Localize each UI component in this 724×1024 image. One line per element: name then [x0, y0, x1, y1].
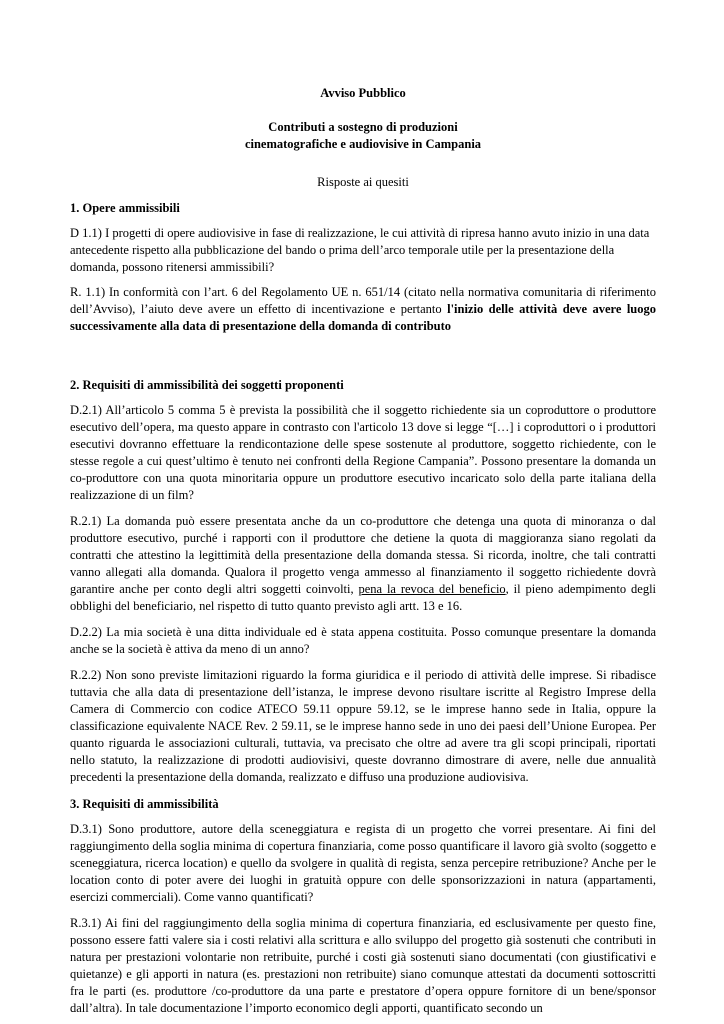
question-2-1: D.2.1) All’articolo 5 comma 5 è prevista la possibilità che il soggetto richiedente sia un coproduttore o produttore esecutivo dell’opera, ma questo appare in contrasto con l'articolo 13 dove si legge “[…] i coproduttori o i produttori esecutivi dovranno effettuare la rendicontazione delle spese sostenute al produttore, soggetto richiedente, con le stesse regole a cui quest’ultimo è tenuto nei confronti della Regione Campania”. Possono presentare la domanda un co-produttore con una quota minoritaria oppure un produttore esecutivo incaricato solo della parte italiana della realizzazione di un film?: [70, 403, 656, 502]
section-1-heading: 1. Opere ammissibili: [70, 201, 180, 215]
document-body: [70, 85, 656, 1017]
answer-2-2: R.2.2) Non sono previste limitazioni riguardo la forma giuridica e il periodo di attività delle imprese. Si ribadisce tuttavia che alla data di presentazione dell’istanza, le imprese devono risultare iscritte al Registro Imprese della Camera di Commercio con codice ATECO 59.11 oppure 59.12, se le imprese hanno sede in Italia, oppure la classificazione equivalente NACE Rev. 2 59.11, se le imprese hanno sede in uno dei paesi dell’Unione Europea. Per quanto riguarda le associazioni culturali, tuttavia, va precisato che oltre ad avere tra gli scopi principali, riportati nello statuto, la realizzazione di prodotti audiovisivi, queste dovranno dimostrare di avere, nelle due annualità precedenti la presentazione della domanda, realizzato e diffuso una produzione audiovisiva.: [70, 668, 656, 784]
answer-2-1-text-end: , il pieno adempimento degli obblighi del beneficiario, nel rispetto di tutto quanto previsto agli artt. 13 e 16.: [70, 582, 657, 613]
answer-1-1-text: R. 1.1) In conformità con l’art. 6 del Regolamento UE n. 651/14 (citato nella normativa comunitaria di riferimento dell’Avviso), l’aiuto deve avere un effetto di incentivazione e pertanto: [70, 285, 656, 316]
question-3-1: D.3.1) Sono produttore, autore della sceneggiatura e regista di un progetto che vorrei presentare. Ai fini del raggiungimento della soglia minima di copertura finanziaria, come posso quantificare il lavoro già svolto (soggetto e sceneggiatura, ricerca location) e quello da svolgere in qualità di regista, senza percepire retribuzione? Anche per le location conto di poter avere dei luoghi in gratuità oppure con delle sponsorizzazioni in natura (appartamenti, esercizi commerciali). Come vanno quantificati?: [70, 822, 656, 904]
document-subtitle-line2: cinematografiche e audiovisive in Campania: [244, 137, 482, 151]
section-3-heading: 3. Requisiti di ammissibilità: [70, 797, 219, 811]
answer-1-1-bold-text: l'inizio delle attività deve avere luogo successivamente alla data di presentazione della domanda di contributo: [70, 302, 656, 333]
answer-1-1: [70, 284, 656, 335]
answer-3-1: R.3.1) Ai fini del raggiungimento della soglia minima di copertura finanziaria, ed esclusivamente per questo fine, possono essere fatti valere sia i costi relativi alla scrittura e allo sviluppo del progetto già sostenuti che contributi in natura per prestazioni volontarie non retribuite, purché i costi già sostenuti siano documentati (con giustificativi e quietanze) e gli apporti in natura (es. prestazioni non retribuite) siano comunque attestati da documenti sottoscritti fra le parti (es. produttore /co-produttore da una parte e prestatore d’opera oppure fornitore di un bene/sponsor dall’altra). In tale documentazione l’importo economico degli apporti, quantificato secondo un: [70, 916, 656, 1015]
question-1-1: D 1.1) I progetti di opere audiovisive in fase di realizzazione, le cui attività di ripresa hanno avuto inizio in una data antecedente rispetto alla pubblicazione del bando o prima dell’arco temporale utile per la presentazione della domanda, possono ritenersi ammissibili?: [70, 226, 650, 274]
document-title: Avviso Pubblico: [320, 86, 406, 100]
answer-2-1: [70, 513, 656, 615]
answers-heading: Risposte ai quesiti: [317, 175, 409, 189]
answer-2-1-text: R.2.1) La domanda può essere presentata anche da un co-produttore che detenga una quota di minoranza o dal produttore esecutivo, purché i rapporti con il produttore che detiene la quota di maggioranza siano regolati da contratti che attestino la legittimità della presentazione della domanda stessa. Si ricorda, inoltre, che tali contratti vanno allegati alla domanda. Qualora il progetto venga ammesso al finanziamento il soggetto richiedente dovrà garantire anche per conto degli altri soggetti coinvolti,: [70, 514, 656, 596]
question-2-2: D.2.2) La mia società è una ditta individuale ed è stata appena costituita. Posso comunque presentare la domanda anche se la società è attiva da meno di un anno?: [70, 625, 656, 656]
answer-2-1-underlined-text: pena la revoca del beneficio: [358, 582, 506, 596]
document-subtitle-line1: Contributi a sostegno di produzioni: [268, 120, 458, 134]
section-2-heading: 2. Requisiti di ammissibilità dei soggetti proponenti: [70, 378, 344, 392]
